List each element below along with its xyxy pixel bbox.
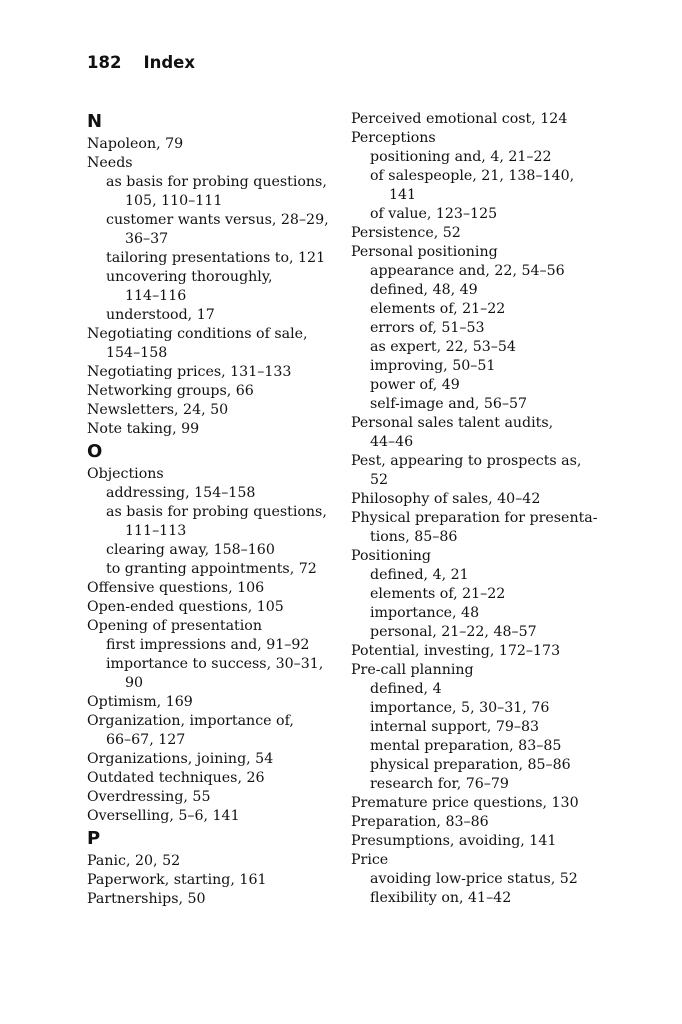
- index-subentry: importance, 5, 30–31, 76: [370, 700, 550, 716]
- index-entry: Price: [351, 852, 389, 868]
- index-entry: Organization, importance of,: [87, 713, 294, 729]
- index-continuation: 141: [389, 187, 417, 203]
- index-entry: Organizations, joining, 54: [87, 751, 274, 767]
- index-subentry: elements of, 21–22: [370, 586, 506, 602]
- index-entry: Note taking, 99: [87, 421, 200, 437]
- index-entry: Overdressing, 55: [87, 789, 211, 805]
- index-entry: Presumptions, avoiding, 141: [351, 833, 557, 849]
- index-subentry: to granting appointments, 72: [106, 561, 317, 577]
- index-subentry: tions, 85–86: [370, 529, 458, 545]
- index-entry: Premature price questions, 130: [351, 795, 579, 811]
- index-subentry: elements of, 21–22: [370, 301, 506, 317]
- index-entry: Philosophy of sales, 40–42: [351, 491, 541, 507]
- index-subentry: customer wants versus, 28–29,: [106, 212, 329, 228]
- index-entry: Pest, appearing to prospects as,: [351, 453, 582, 469]
- index-subentry: internal support, 79–83: [370, 719, 540, 735]
- index-subentry: mental preparation, 83–85: [370, 738, 562, 754]
- index-entry: Negotiating conditions of sale,: [87, 326, 308, 342]
- index-entry: Offensive questions, 106: [87, 580, 265, 596]
- index-subentry: self-image and, 56–57: [370, 396, 528, 412]
- index-entry: Personal sales talent audits,: [351, 415, 554, 431]
- index-subentry: research for, 76–79: [370, 776, 509, 792]
- index-entry: Networking groups, 66: [87, 383, 254, 399]
- index-entry: Opening of presentation: [87, 618, 262, 634]
- index-entry: Preparation, 83–86: [351, 814, 489, 830]
- index-subentry: defined, 48, 49: [370, 282, 478, 298]
- index-entry: Partnerships, 50: [87, 891, 206, 907]
- index-subentry: 52: [370, 472, 389, 488]
- index-subentry: importance to success, 30–31,: [106, 656, 324, 672]
- index-subentry: clearing away, 158–160: [106, 542, 275, 558]
- index-subentry: uncovering thoroughly,: [106, 269, 273, 285]
- index-continuation: 105, 110–111: [125, 193, 223, 209]
- index-subentry: defined, 4: [370, 681, 442, 697]
- section-letter: N: [87, 111, 103, 132]
- index-entry: Optimism, 169: [87, 694, 193, 710]
- index-continuation: 114–116: [125, 288, 187, 304]
- index-subentry: defined, 4, 21: [370, 567, 469, 583]
- index-subentry: understood, 17: [106, 307, 215, 323]
- index-entry: Needs: [87, 155, 133, 171]
- index-entry: Physical preparation for presenta-: [351, 510, 598, 526]
- running-header: [87, 53, 195, 72]
- index-subentry: improving, 50–51: [370, 358, 496, 374]
- index-entry: Newsletters, 24, 50: [87, 402, 229, 418]
- index-subentry: errors of, 51–53: [370, 320, 485, 336]
- index-subentry: as basis for probing questions,: [106, 174, 327, 190]
- index-entry: Pre-call planning: [351, 662, 474, 678]
- index-subentry: flexibility on, 41–42: [370, 890, 512, 906]
- index-subentry: avoiding low-price status, 52: [370, 871, 578, 887]
- index-entry: Paperwork, starting, 161: [87, 872, 267, 888]
- index-entry: Outdated techniques, 26: [87, 770, 265, 786]
- index-subentry: of value, 123–125: [370, 206, 498, 222]
- index-continuation: 111–113: [125, 523, 187, 539]
- index-subentry: personal, 21–22, 48–57: [370, 624, 537, 640]
- index-subentry: 44–46: [370, 434, 414, 450]
- index-entry: Open-ended questions, 105: [87, 599, 284, 615]
- page-number: 182: [87, 53, 122, 72]
- index-continuation: 36–37: [125, 231, 169, 247]
- section-letter: P: [87, 828, 101, 849]
- index-subentry: 154–158: [106, 345, 168, 361]
- index-entry: Positioning: [351, 548, 432, 564]
- index-subentry: positioning and, 4, 21–22: [370, 149, 552, 165]
- index-subentry: as expert, 22, 53–54: [370, 339, 516, 355]
- index-column-right: [351, 109, 601, 908]
- index-entry: Objections: [87, 466, 164, 482]
- index-entry: Overselling, 5–6, 141: [87, 808, 240, 824]
- page-title: Index: [143, 53, 195, 72]
- index-column-left: [87, 109, 342, 909]
- index-subentry: appearance and, 22, 54–56: [370, 263, 565, 279]
- index-subentry: as basis for probing questions,: [106, 504, 327, 520]
- index-entry: Napoleon, 79: [87, 136, 184, 152]
- index-entry: Perceptions: [351, 130, 436, 146]
- index-subentry: physical preparation, 85–86: [370, 757, 571, 773]
- index-subentry: of salespeople, 21, 138–140,: [370, 168, 575, 184]
- index-entry: Panic, 20, 52: [87, 853, 181, 869]
- index-entry: Personal positioning: [351, 244, 498, 260]
- index-subentry: first impressions and, 91–92: [106, 637, 310, 653]
- index-continuation: 90: [125, 675, 144, 691]
- index-entry: Negotiating prices, 131–133: [87, 364, 292, 380]
- index-entry: Perceived emotional cost, 124: [351, 111, 568, 127]
- index-subentry: importance, 48: [370, 605, 480, 621]
- index-subentry: addressing, 154–158: [106, 485, 256, 501]
- index-subentry: tailoring presentations to, 121: [106, 250, 326, 266]
- section-letter: O: [87, 441, 103, 462]
- index-subentry: 66–67, 127: [106, 732, 186, 748]
- index-subentry: power of, 49: [370, 377, 460, 393]
- index-entry: Potential, investing, 172–173: [351, 643, 561, 659]
- index-entry: Persistence, 52: [351, 225, 461, 241]
